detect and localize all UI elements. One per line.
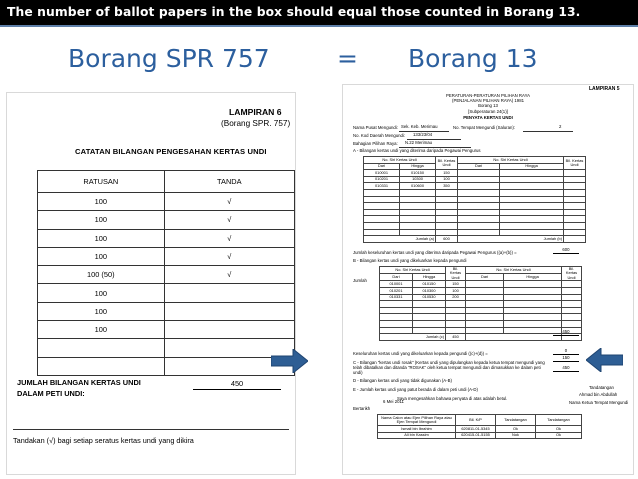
- ta-cell: [564, 222, 586, 229]
- arrow-right-icon: [271, 349, 308, 373]
- sig-cell: Ok: [496, 426, 536, 433]
- ta-cell: [564, 216, 586, 223]
- tb-cell: 150: [446, 281, 466, 288]
- tanda-cell: [164, 284, 294, 302]
- tb-h4: Bil. Kertas Undi: [562, 267, 582, 281]
- tb-cell: [504, 288, 562, 295]
- ta-cell: [436, 222, 458, 229]
- tb-cell: [504, 294, 562, 301]
- tb-h2: Bil. Kertas Undi: [446, 267, 466, 281]
- total-label-1: JUMLAH BILANGAN KERTAS UNDI: [17, 378, 141, 387]
- ta-cell: [364, 203, 400, 210]
- ta-cell: [364, 209, 400, 216]
- d-value: 150: [553, 356, 579, 362]
- tb-cell: [466, 327, 504, 334]
- borang-spr-757-label: (Borang SPR. 757): [221, 119, 291, 128]
- ratusan-cell: 100: [38, 229, 165, 247]
- ta-cell: [436, 196, 458, 203]
- ta-cell: [364, 229, 400, 236]
- tb-cell: [446, 327, 466, 334]
- sig-cell: Ok: [536, 426, 582, 433]
- tb-cell: [446, 314, 466, 321]
- ta-cell: [458, 176, 500, 183]
- nama: Ahmad bin Abdullah: [579, 392, 618, 397]
- tb-cell: [504, 321, 562, 328]
- tb-cell: [466, 321, 504, 328]
- table-row: [38, 247, 295, 265]
- table-row: [364, 203, 586, 210]
- f2-value: 133/23/04: [413, 132, 433, 137]
- tb-cell: [446, 301, 466, 308]
- ratusan-cell: 100: [38, 302, 165, 320]
- ta-cell: 010001: [364, 170, 400, 177]
- ta-cell: [364, 222, 400, 229]
- ta-jumlah-a: Jumlah (a): [364, 236, 436, 243]
- arrow-left-icon: [586, 348, 623, 372]
- ta-cell: [500, 216, 564, 223]
- sig-cell: Ismail bin Ibrahim: [378, 426, 456, 433]
- f1b-line: [523, 131, 573, 132]
- ta-cell: [500, 203, 564, 210]
- e-value: 450: [553, 366, 579, 372]
- tb-cell: [466, 294, 504, 301]
- title-equals: =: [337, 44, 358, 73]
- f3-label: Bahagian Pilihan Raya:: [353, 141, 398, 146]
- ta-cell: 010150: [400, 170, 436, 177]
- tb-cell: [562, 314, 582, 321]
- table-row: [38, 211, 295, 229]
- sig-cell: Nok: [496, 432, 536, 439]
- ta-cell: [436, 209, 458, 216]
- ketua: Nama Ketua Tempat Mengundi: [569, 400, 629, 405]
- tb-cell: [413, 307, 446, 314]
- tb-cell: 200: [446, 294, 466, 301]
- table-row: [364, 209, 586, 216]
- ta-cell: [500, 176, 564, 183]
- table-row: [378, 432, 582, 439]
- c-text: C - Bilangan "kertas undi rosak" (Kertas undi yang dipulangkan kepada ketua tempat mengundi yang telah dibatalkan dan ditanda "ROSAK" oleh ketua tempat mengundi dan dimasukkan ke dalam peti undi): [353, 360, 545, 375]
- jumlah-keseluruhan-value: 600: [553, 248, 579, 254]
- ta-cell: [436, 229, 458, 236]
- tanda-cell: √: [164, 193, 294, 211]
- ta-cell: [564, 209, 586, 216]
- ta-cell: [364, 189, 400, 196]
- ta-cell: [400, 189, 436, 196]
- ta-cell: [458, 196, 500, 203]
- ta-cell: [500, 229, 564, 236]
- ta-s1: Dari: [364, 163, 400, 170]
- tb-cell: [413, 314, 446, 321]
- a-text: A - Bilangan kertas undi yang diterima daripada Pegawai Pengurus: [353, 148, 481, 153]
- sig-h2: Bil. K/P: [456, 415, 496, 426]
- table-row: [380, 288, 582, 295]
- borang-13-document: [342, 84, 634, 475]
- tb-cell: [413, 327, 446, 334]
- keseluruhan-b: Keseluruhan kertas undi yang dikeluarkan kepada pengundi ((c)+(d)) =: [353, 351, 488, 356]
- tb-cell: 010201: [380, 288, 413, 295]
- sig-cell: Ok: [536, 432, 582, 439]
- table-row: [38, 321, 295, 339]
- ta-cell: [458, 170, 500, 177]
- table-row: [380, 307, 582, 314]
- footer-note: Tandakan (√) bagi setiap seratus kertas undi yang dikira: [13, 436, 194, 445]
- ta-cell: [564, 196, 586, 203]
- title-left: Borang SPR 757: [68, 44, 270, 73]
- table-row: [364, 183, 586, 190]
- ta-cell: [500, 183, 564, 190]
- sig-h1: Nama Calon atau Ejen Pilihan Raya atau Ejen Tempat Mengundi: [378, 415, 456, 426]
- tanda-cell: [164, 321, 294, 339]
- sig-cell: 620415-01-5155: [456, 432, 496, 439]
- c-value: 0: [553, 349, 579, 355]
- ta-cell: [564, 203, 586, 210]
- tb-cell: [380, 327, 413, 334]
- f1b-value: 2: [559, 124, 562, 129]
- ta-cell: [500, 196, 564, 203]
- ta-cell: [458, 203, 500, 210]
- total-label-2: DALAM PETI UNDI:: [17, 389, 85, 398]
- signature-table: [377, 414, 582, 439]
- table-row: [364, 216, 586, 223]
- ta-cell: [400, 216, 436, 223]
- f1b-label: No. Tempat Mengundi (Saluran):: [453, 125, 516, 130]
- table-row: [364, 189, 586, 196]
- tb-cell: 100: [446, 288, 466, 295]
- head-2: (PENJALANAN PILIHAN RAYA) 1981: [452, 98, 524, 103]
- table-b: [379, 266, 582, 341]
- head-1: PERATURAN-PERATURAN PILIHAN RAYA: [446, 93, 530, 98]
- ratusan-cell: 100: [38, 211, 165, 229]
- tb-cell: [380, 307, 413, 314]
- f3-value: N.22 Merimau: [405, 140, 432, 145]
- table-row: [364, 229, 586, 236]
- tb-total-c: 450: [446, 334, 466, 341]
- tb-cell: 010300: [413, 288, 446, 295]
- tb-cell: [562, 281, 582, 288]
- tb-cell: [562, 301, 582, 308]
- table-row: [38, 302, 295, 320]
- ratusan-cell: 100 (50): [38, 266, 165, 284]
- tanda-cell: [164, 302, 294, 320]
- sig-h4: Tandatangan: [536, 415, 582, 426]
- date: 6 Mei 2011: [383, 399, 404, 404]
- ta-cell: [400, 196, 436, 203]
- ta-h1: No. Siri Kertas Undi: [364, 157, 436, 164]
- tanda-cell: √: [164, 247, 294, 265]
- tb-cell: [562, 321, 582, 328]
- tb-cell: [562, 288, 582, 295]
- table-a: [363, 156, 586, 243]
- tb-cell: [466, 307, 504, 314]
- tb-cell: [562, 294, 582, 301]
- ta-cell: 350: [436, 183, 458, 190]
- f1-value: Sek. Keb. Merimau: [401, 124, 438, 129]
- banner-text: The number of ballot papers in the box should equal those counted in Borang 13.: [7, 5, 581, 19]
- tb-cell: [504, 281, 562, 288]
- ta-cell: [500, 222, 564, 229]
- b-text: B - Bilangan kertas undi yang dikeluarkan kepada pengundi: [353, 258, 467, 263]
- ta-cell: [564, 229, 586, 236]
- table-row: [38, 339, 295, 357]
- f2-label: No. Kod Daerah Mengundi:: [353, 133, 406, 138]
- tb-s1: Dari: [380, 274, 413, 281]
- tb-s2: Hingga: [413, 274, 446, 281]
- table-row: [364, 222, 586, 229]
- tb-s4: Dari: [466, 274, 504, 281]
- ta-cell: [500, 170, 564, 177]
- sig-cell: 620811-01-5345: [456, 426, 496, 433]
- table-row: [364, 170, 586, 177]
- tb-cell: [413, 321, 446, 328]
- tb-cell: 010530: [413, 294, 446, 301]
- table-row: [38, 357, 295, 375]
- ta-cell: [400, 209, 436, 216]
- ta-s2: Hingga: [400, 163, 436, 170]
- table-row: [38, 266, 295, 284]
- table-row: [380, 327, 582, 334]
- ta-cell: 150: [436, 170, 458, 177]
- table-row: [364, 196, 586, 203]
- ta-cell: [564, 189, 586, 196]
- ta-cell: [364, 216, 400, 223]
- col-tanda: TANDA: [164, 171, 294, 193]
- ta-jumlah-b: Jumlah (b): [458, 236, 564, 243]
- ratusan-cell: 100: [38, 193, 165, 211]
- tb-cell: [504, 301, 562, 308]
- bertarikh: Bertarikh: [353, 406, 371, 411]
- ta-cell: [500, 209, 564, 216]
- ta-cell: [500, 189, 564, 196]
- table-row: [380, 294, 582, 301]
- ta-h3: No. Siri Kertas Undi: [458, 157, 564, 164]
- d-text: D - Bilangan kertas undi yang tidak digunakan (A-B): [353, 378, 452, 383]
- ta-cell: [364, 196, 400, 203]
- table-row: [380, 301, 582, 308]
- tb-cell: [466, 301, 504, 308]
- tb-cell: [380, 301, 413, 308]
- saya-text: Saya mengesahkan bahawa penyata di atas adalah betul.: [397, 396, 508, 401]
- ratusan-cell: [38, 339, 165, 357]
- ratusan-cell: [38, 357, 165, 375]
- ta-cell: [564, 170, 586, 177]
- jumlah-label: Jumlah: [353, 278, 367, 283]
- ta-h4: Bil. Kertas Undi: [564, 157, 586, 170]
- ta-cell: [458, 189, 500, 196]
- ta-cell: [400, 222, 436, 229]
- ta-cell: [564, 183, 586, 190]
- ratusan-cell: 100: [38, 247, 165, 265]
- tb-jumlah-c: Jumlah (c): [380, 334, 446, 341]
- tb-cell: [466, 288, 504, 295]
- tb-cell: [466, 281, 504, 288]
- ta-cell: [458, 222, 500, 229]
- banner: [0, 0, 638, 27]
- jumlah-keseluruhan: Jumlah keseluruhan kertas undi yang diterima daripada Pegawai Pengurus ((a)+(b)) =: [353, 250, 517, 255]
- e-text: E - Jumlah kertas undi yang patut berada di dalam peti undi (A-D): [353, 387, 478, 392]
- ratusan-cell: 100: [38, 284, 165, 302]
- ta-total-b: [564, 236, 586, 243]
- keseluruhan-b-value: 450: [553, 330, 579, 336]
- tb-cell: 010001: [380, 281, 413, 288]
- tb-cell: [413, 301, 446, 308]
- tb-h3: No. Siri Kertas Undi: [466, 267, 562, 274]
- tb-cell: 010331: [380, 294, 413, 301]
- head-4: [Subperaturan 24(1)]: [468, 109, 508, 114]
- sig-cell: Ali bin Kassim: [378, 432, 456, 439]
- table-row: [38, 284, 295, 302]
- table-row: [380, 321, 582, 328]
- table-row: [380, 314, 582, 321]
- tb-cell: [380, 314, 413, 321]
- divider: [13, 429, 289, 430]
- ta-cell: 10300: [400, 176, 436, 183]
- total-value: 450: [193, 379, 281, 390]
- ta-cell: [458, 209, 500, 216]
- tb-cell: [562, 307, 582, 314]
- ta-cell: [436, 203, 458, 210]
- lampiran-6-document: [6, 92, 296, 475]
- table-row: [380, 281, 582, 288]
- tb-cell: [466, 314, 504, 321]
- table-row: [378, 426, 582, 433]
- tb-s5: Hingga: [504, 274, 562, 281]
- catatan-heading: CATATAN BILANGAN PENGESAHAN KERTAS UNDI: [75, 147, 267, 156]
- ta-cell: 010600: [400, 183, 436, 190]
- ta-cell: 100: [436, 176, 458, 183]
- ta-cell: 010331: [364, 183, 400, 190]
- tb-cell: [504, 307, 562, 314]
- ta-cell: [436, 189, 458, 196]
- ratusan-cell: 100: [38, 321, 165, 339]
- table-row: [364, 176, 586, 183]
- ta-cell: [436, 216, 458, 223]
- tb-h1: No. Siri Kertas Undi: [380, 267, 446, 274]
- table-row: [38, 229, 295, 247]
- ta-cell: 010201: [364, 176, 400, 183]
- title-right: Borang 13: [408, 44, 538, 73]
- tanda-cell: √: [164, 211, 294, 229]
- ta-s5: Hingga: [500, 163, 564, 170]
- tb-cell: 010150: [413, 281, 446, 288]
- ta-total-a: 600: [436, 236, 458, 243]
- tb-empty: [466, 334, 562, 341]
- tanda-cell: √: [164, 266, 294, 284]
- ta-cell: [564, 176, 586, 183]
- f1-label: Nama Pusat Mengundi:: [353, 125, 398, 130]
- tanda-cell: √: [164, 229, 294, 247]
- sig-h3: Tandatangan: [496, 415, 536, 426]
- lampiran-6-label: LAMPIRAN 6: [229, 107, 282, 117]
- tb-cell: [380, 321, 413, 328]
- ta-cell: [458, 216, 500, 223]
- ta-s4: Dari: [458, 163, 500, 170]
- lampiran-5-label: LAMPIRAN 5: [589, 86, 620, 92]
- table-row: [38, 193, 295, 211]
- ta-cell: [458, 229, 500, 236]
- ta-h2: Bil. Kertas Undi: [436, 157, 458, 170]
- col-ratusan: RATUSAN: [38, 171, 165, 193]
- ta-cell: [400, 203, 436, 210]
- ta-cell: [400, 229, 436, 236]
- ta-cell: [458, 183, 500, 190]
- tb-cell: [446, 307, 466, 314]
- ratusan-table: [37, 170, 295, 376]
- tb-cell: [446, 321, 466, 328]
- tandatangan: Tandatangan: [589, 385, 614, 390]
- tb-cell: [504, 314, 562, 321]
- head-3: Borang 13: [478, 103, 498, 108]
- head-5: PENYATA KERTAS UNDI: [463, 115, 513, 120]
